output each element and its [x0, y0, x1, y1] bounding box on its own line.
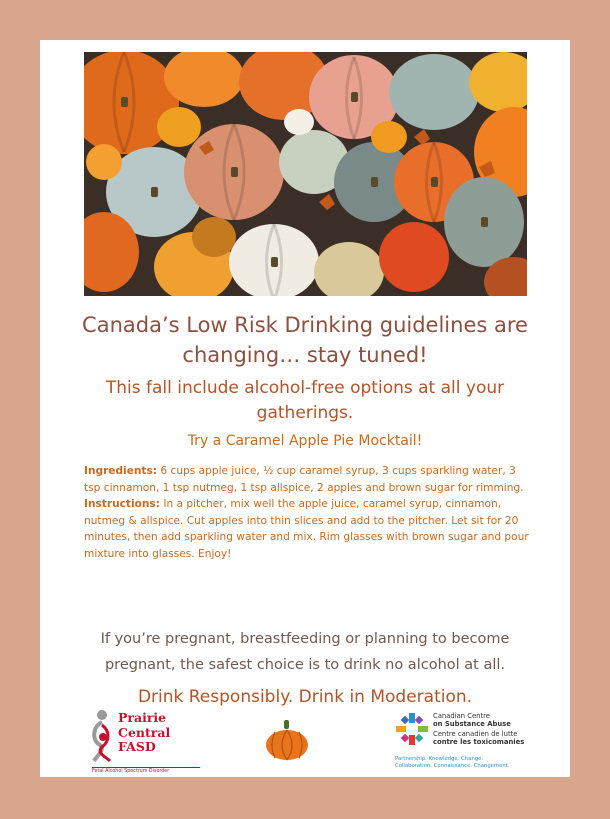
fasd-name-line-1: Prairie [118, 710, 167, 725]
ccsa-slogan-line-1: Partnership. Knowledge. Change. [395, 756, 484, 762]
headline-line-1: Canada’s Low Risk Drinking guidelines are [82, 313, 528, 337]
ribbon-person-icon [90, 709, 116, 763]
fasd-name [118, 711, 170, 755]
headline-line-2: changing… stay tuned! [182, 343, 428, 367]
ingredients-text: 6 cups apple juice, ½ cup caramel syrup, 3 cups sparkling water, 3 tsp cinnamon, 1 tsp nutmeg, 1 tsp allspice, 2 apples and brown sugar for rimming. [84, 465, 524, 494]
ccsa-logo [395, 708, 545, 773]
pumpkin-photo [84, 52, 527, 296]
ingredients-label: Ingredients: [84, 465, 158, 477]
ccsa-french-line-2: contre les toxicomanies [433, 738, 525, 746]
subheadline-line-1: This fall include alcohol-free options at all your [105, 378, 505, 398]
ccsa-pinwheel-icon [395, 712, 429, 746]
instructions-paragraph [84, 496, 529, 562]
ccsa-french-name [433, 730, 524, 746]
ccsa-english-name [433, 712, 511, 728]
pregnancy-line-1: If you’re pregnant, breastfeeding or planning to become [100, 631, 510, 647]
fasd-tagline: Fetal Alcohol Spectrum Disorder [92, 767, 200, 775]
fasd-name-line-2: Central [118, 724, 171, 740]
ccsa-french-line-1: Centre canadien de lutte [433, 730, 518, 738]
mocktail-title: Try a Caramel Apple Pie Mocktail! [187, 433, 423, 449]
ccsa-slogan [395, 756, 545, 770]
prairie-central-fasd-logo [90, 707, 200, 772]
fasd-name-line-3: FASD [118, 739, 156, 754]
ccsa-english-line-1: Canadian Centre [433, 712, 490, 720]
subheadline-line-2: gatherings. [256, 403, 354, 423]
headline [40, 310, 570, 370]
instructions-label: Instructions: [84, 498, 160, 510]
pumpkin-icon [265, 719, 309, 761]
recipe [84, 463, 529, 562]
subheadline [40, 376, 570, 426]
drink-responsibly: Drink Responsibly. Drink in Moderation. [137, 687, 473, 707]
ccsa-slogan-line-2: Collaboration. Connaissance. Changement. [395, 763, 510, 769]
instructions-text: In a pitcher, mix well the apple juice, caramel syrup, cinnamon, nutmeg & allspice. Cut apples into thin slices and add to the pitcher. Let sit for 20 minutes, then add sparkling water and mix. Rim glasses with brown sugar and pour mixture into glasses. Enjoy! [84, 498, 529, 560]
pregnancy-message [40, 626, 570, 678]
ingredients-paragraph [84, 463, 529, 496]
ccsa-english-line-2: on Substance Abuse [433, 720, 511, 728]
poster [40, 40, 570, 777]
pregnancy-line-2: pregnant, the safest choice is to drink no alcohol at all. [104, 657, 506, 673]
